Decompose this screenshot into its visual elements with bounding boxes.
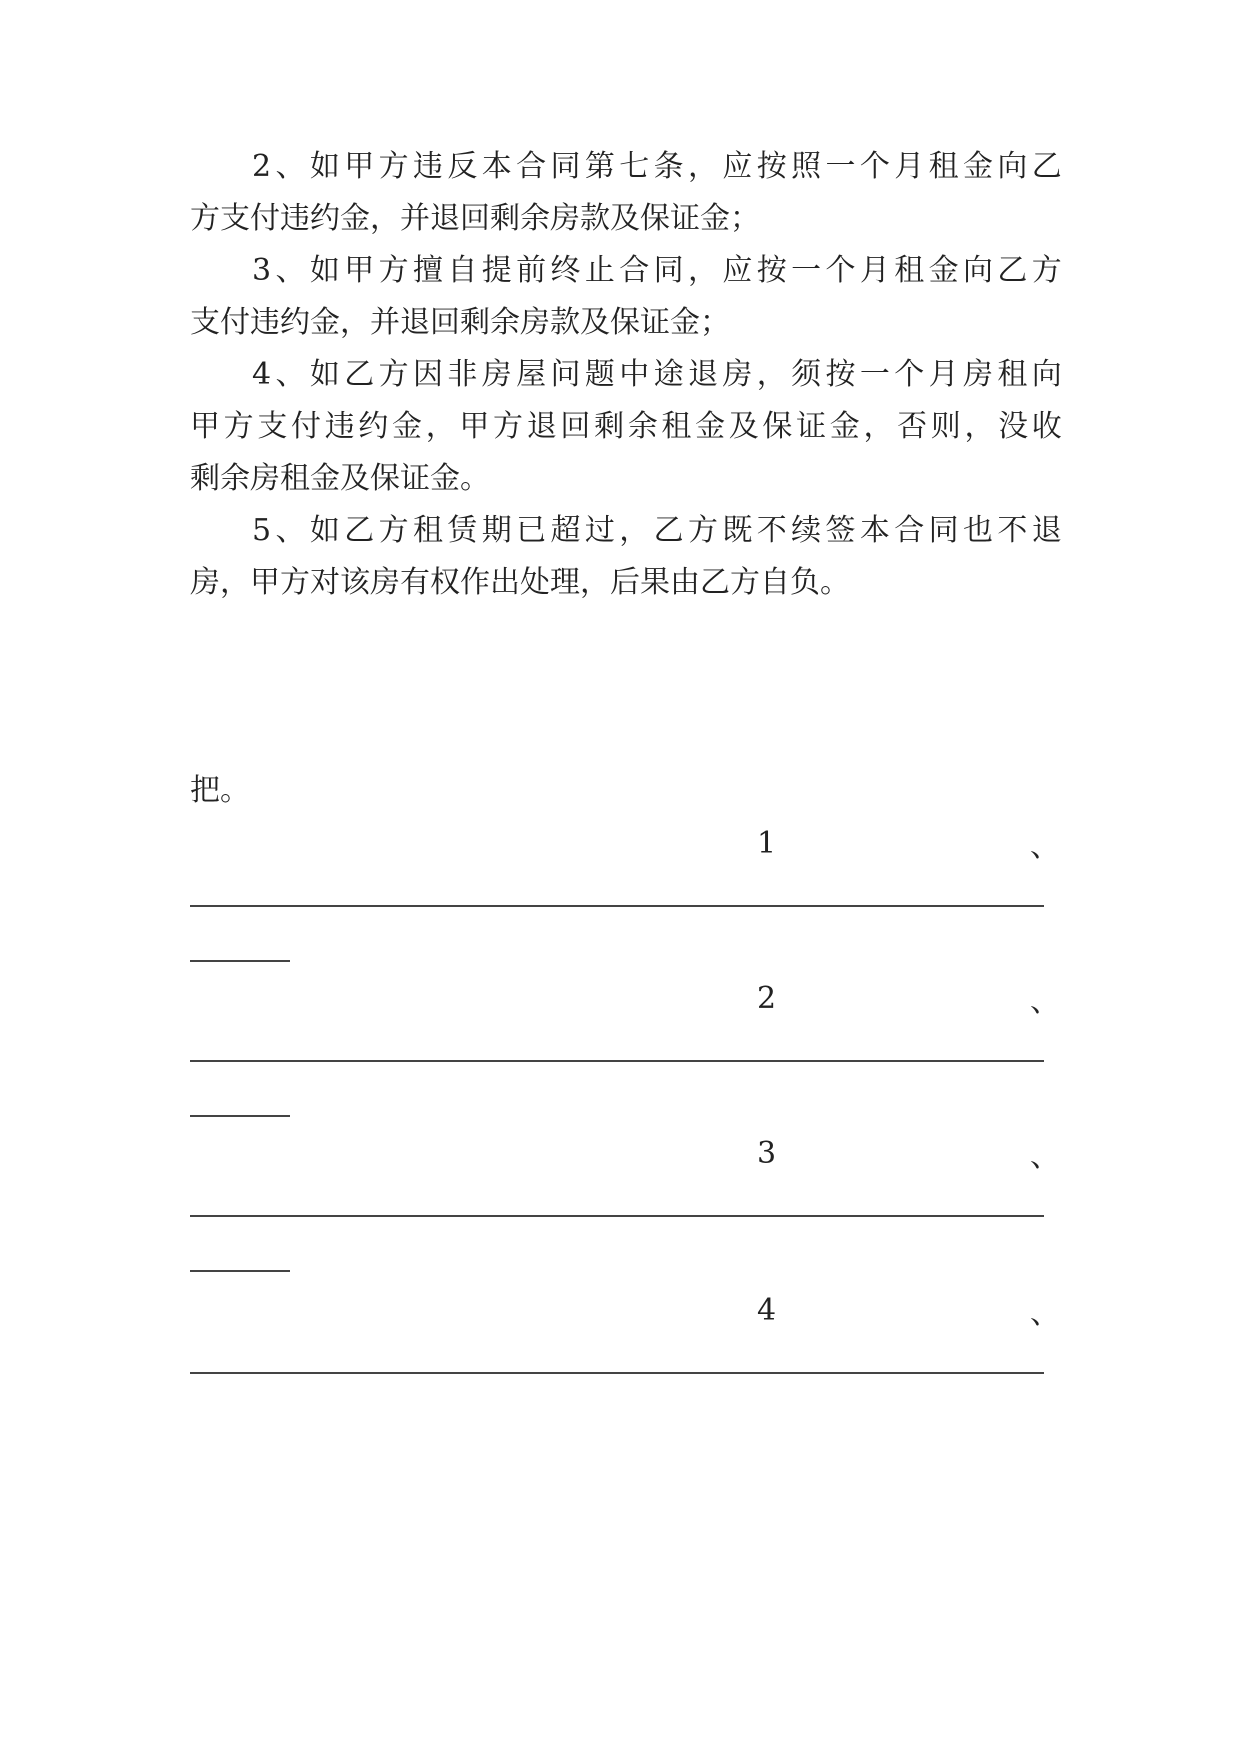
supplement-line-2: [190, 658, 1062, 716]
paragraph-2-line-1: 2 、 如 甲 方 违 反 本 合 同 第 七 条 ， 应 按 照 一 个 月 租 金 向 乙: [252, 149, 1062, 184]
item-blank-line[interactable]: [190, 1115, 290, 1117]
item-separator: 、: [1030, 1296, 1060, 1331]
item-blank-line[interactable]: [190, 1060, 1044, 1062]
item-separator: 、: [1030, 829, 1060, 864]
paragraph-5-line-1: 5 、 如 乙 方 租 赁 期 已 超 过 ， 乙 方 既 不 续 签 本 合 同 也 不 退: [252, 513, 1062, 548]
paragraph-5-line-2: 房，甲方对该房有权作出处理，后果由乙方自负。: [190, 565, 850, 600]
item-number: 1: [757, 826, 777, 861]
paragraph-4-line-3: 剩余房租金及保证金。: [190, 461, 490, 496]
item-blank-line[interactable]: [190, 1372, 1044, 1374]
item-separator: 、: [1030, 984, 1060, 1019]
supplement-line-3: [190, 710, 1062, 768]
paragraph-4-line-1: 4 、 如 乙 方 因 非 房 屋 问 题 中 途 退 房 ， 须 按 一 个 月 房 租 向: [252, 357, 1062, 392]
item-number: 4: [757, 1293, 777, 1328]
item-separator: 、: [1030, 1139, 1060, 1174]
item-blank-line[interactable]: [190, 1215, 1044, 1217]
supplement-line-4: 把。: [190, 773, 250, 808]
paragraph-3-line-1: 3 、 如 甲 方 擅 自 提 前 终 止 合 同 ， 应 按 一 个 月 租 金 向 乙 方: [252, 253, 1062, 288]
paragraph-3-line-2: 支付违约金，并退回剩余房款及保证金；: [190, 305, 730, 340]
paragraph-4-line-2: 甲 方 支 付 违 约 金 ， 甲 方 退 回 剩 余 租 金 及 保 证 金 ， 否 则 ， 没 收: [190, 409, 1062, 444]
item-blank-line[interactable]: [190, 905, 1044, 907]
item-blank-line[interactable]: [190, 1270, 290, 1272]
item-blank-line[interactable]: [190, 960, 290, 962]
item-number: 3: [757, 1136, 777, 1171]
supplement-line-1: [252, 606, 1062, 664]
paragraph-2-line-2: 方支付违约金，并退回剩余房款及保证金；: [190, 201, 760, 236]
item-number: 2: [757, 981, 777, 1016]
